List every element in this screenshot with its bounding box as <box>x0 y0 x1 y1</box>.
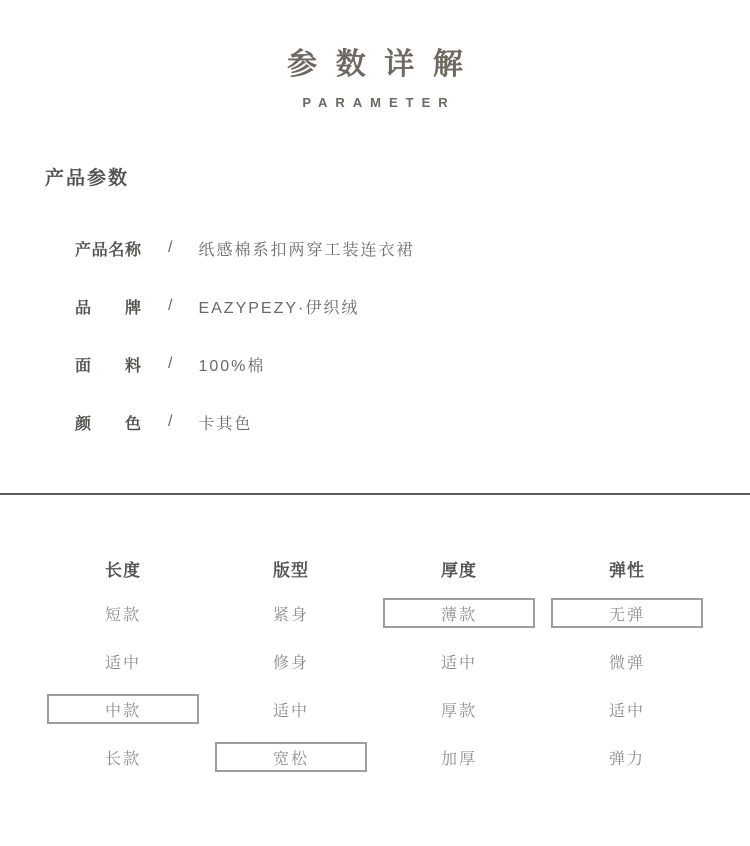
spec-option <box>375 685 543 733</box>
spec-column-fit <box>207 547 375 781</box>
spec-option <box>39 589 207 637</box>
param-separator: / <box>168 413 173 430</box>
param-row-product-name <box>0 219 750 277</box>
section-divider <box>0 493 750 495</box>
param-row-color <box>0 393 750 451</box>
spec-option-label: 短款 <box>104 606 141 624</box>
spec-option-label: 适中 <box>608 702 645 720</box>
param-value: 100%棉 <box>198 357 266 375</box>
spec-option-label: 长款 <box>104 750 141 768</box>
section-heading: 产品参数 <box>45 168 130 189</box>
param-value: 卡其色 <box>198 415 253 433</box>
spec-table <box>39 547 711 781</box>
param-row-fabric <box>0 335 750 393</box>
param-label: 产品名称 <box>75 241 141 259</box>
spec-option-label: 弹力 <box>608 750 645 768</box>
spec-option-label-selected: 中款 <box>47 694 199 724</box>
spec-column-header: 长度 <box>105 560 141 580</box>
spec-option-label-selected: 宽松 <box>215 742 367 772</box>
spec-column-length <box>39 547 207 781</box>
spec-option <box>207 733 375 781</box>
spec-option <box>375 589 543 637</box>
spec-option-label: 紧身 <box>272 606 309 624</box>
page-title: 参数详解 <box>287 48 482 81</box>
spec-option <box>207 637 375 685</box>
spec-option-label: 适中 <box>272 702 309 720</box>
param-label: 颜色 <box>75 415 141 433</box>
spec-option-label: 加厚 <box>440 750 477 768</box>
spec-option <box>375 733 543 781</box>
param-separator: / <box>168 297 173 314</box>
spec-option <box>543 637 711 685</box>
spec-option <box>543 589 711 637</box>
param-value: 纸感棉系扣两穿工装连衣裙 <box>198 241 415 259</box>
spec-option <box>543 733 711 781</box>
spec-option-label: 微弹 <box>608 654 645 672</box>
spec-option-label: 适中 <box>104 654 141 672</box>
spec-column-header: 版型 <box>273 560 309 580</box>
params-list <box>0 219 750 451</box>
param-row-brand <box>0 277 750 335</box>
page-header <box>0 0 750 111</box>
param-label: 品牌 <box>75 299 141 317</box>
page-subtitle: PARAMETER <box>302 95 456 110</box>
spec-option-label-selected: 无弹 <box>551 598 703 628</box>
spec-option <box>207 589 375 637</box>
spec-option-label: 修身 <box>272 654 309 672</box>
param-separator: / <box>168 239 173 256</box>
spec-option-label: 厚款 <box>440 702 477 720</box>
param-label: 面料 <box>75 357 141 375</box>
spec-option-label-selected: 薄款 <box>383 598 535 628</box>
param-value: EAZYPEZY·伊织绒 <box>198 299 360 317</box>
spec-option <box>207 685 375 733</box>
spec-option <box>543 685 711 733</box>
spec-option <box>39 637 207 685</box>
spec-column-thickness <box>375 547 543 781</box>
spec-column-header: 厚度 <box>441 560 477 580</box>
param-separator: / <box>168 355 173 372</box>
spec-option-label: 适中 <box>440 654 477 672</box>
spec-column-elasticity <box>543 547 711 781</box>
spec-option <box>39 733 207 781</box>
spec-column-header: 弹性 <box>609 560 645 580</box>
spec-option <box>375 637 543 685</box>
spec-option <box>39 685 207 733</box>
